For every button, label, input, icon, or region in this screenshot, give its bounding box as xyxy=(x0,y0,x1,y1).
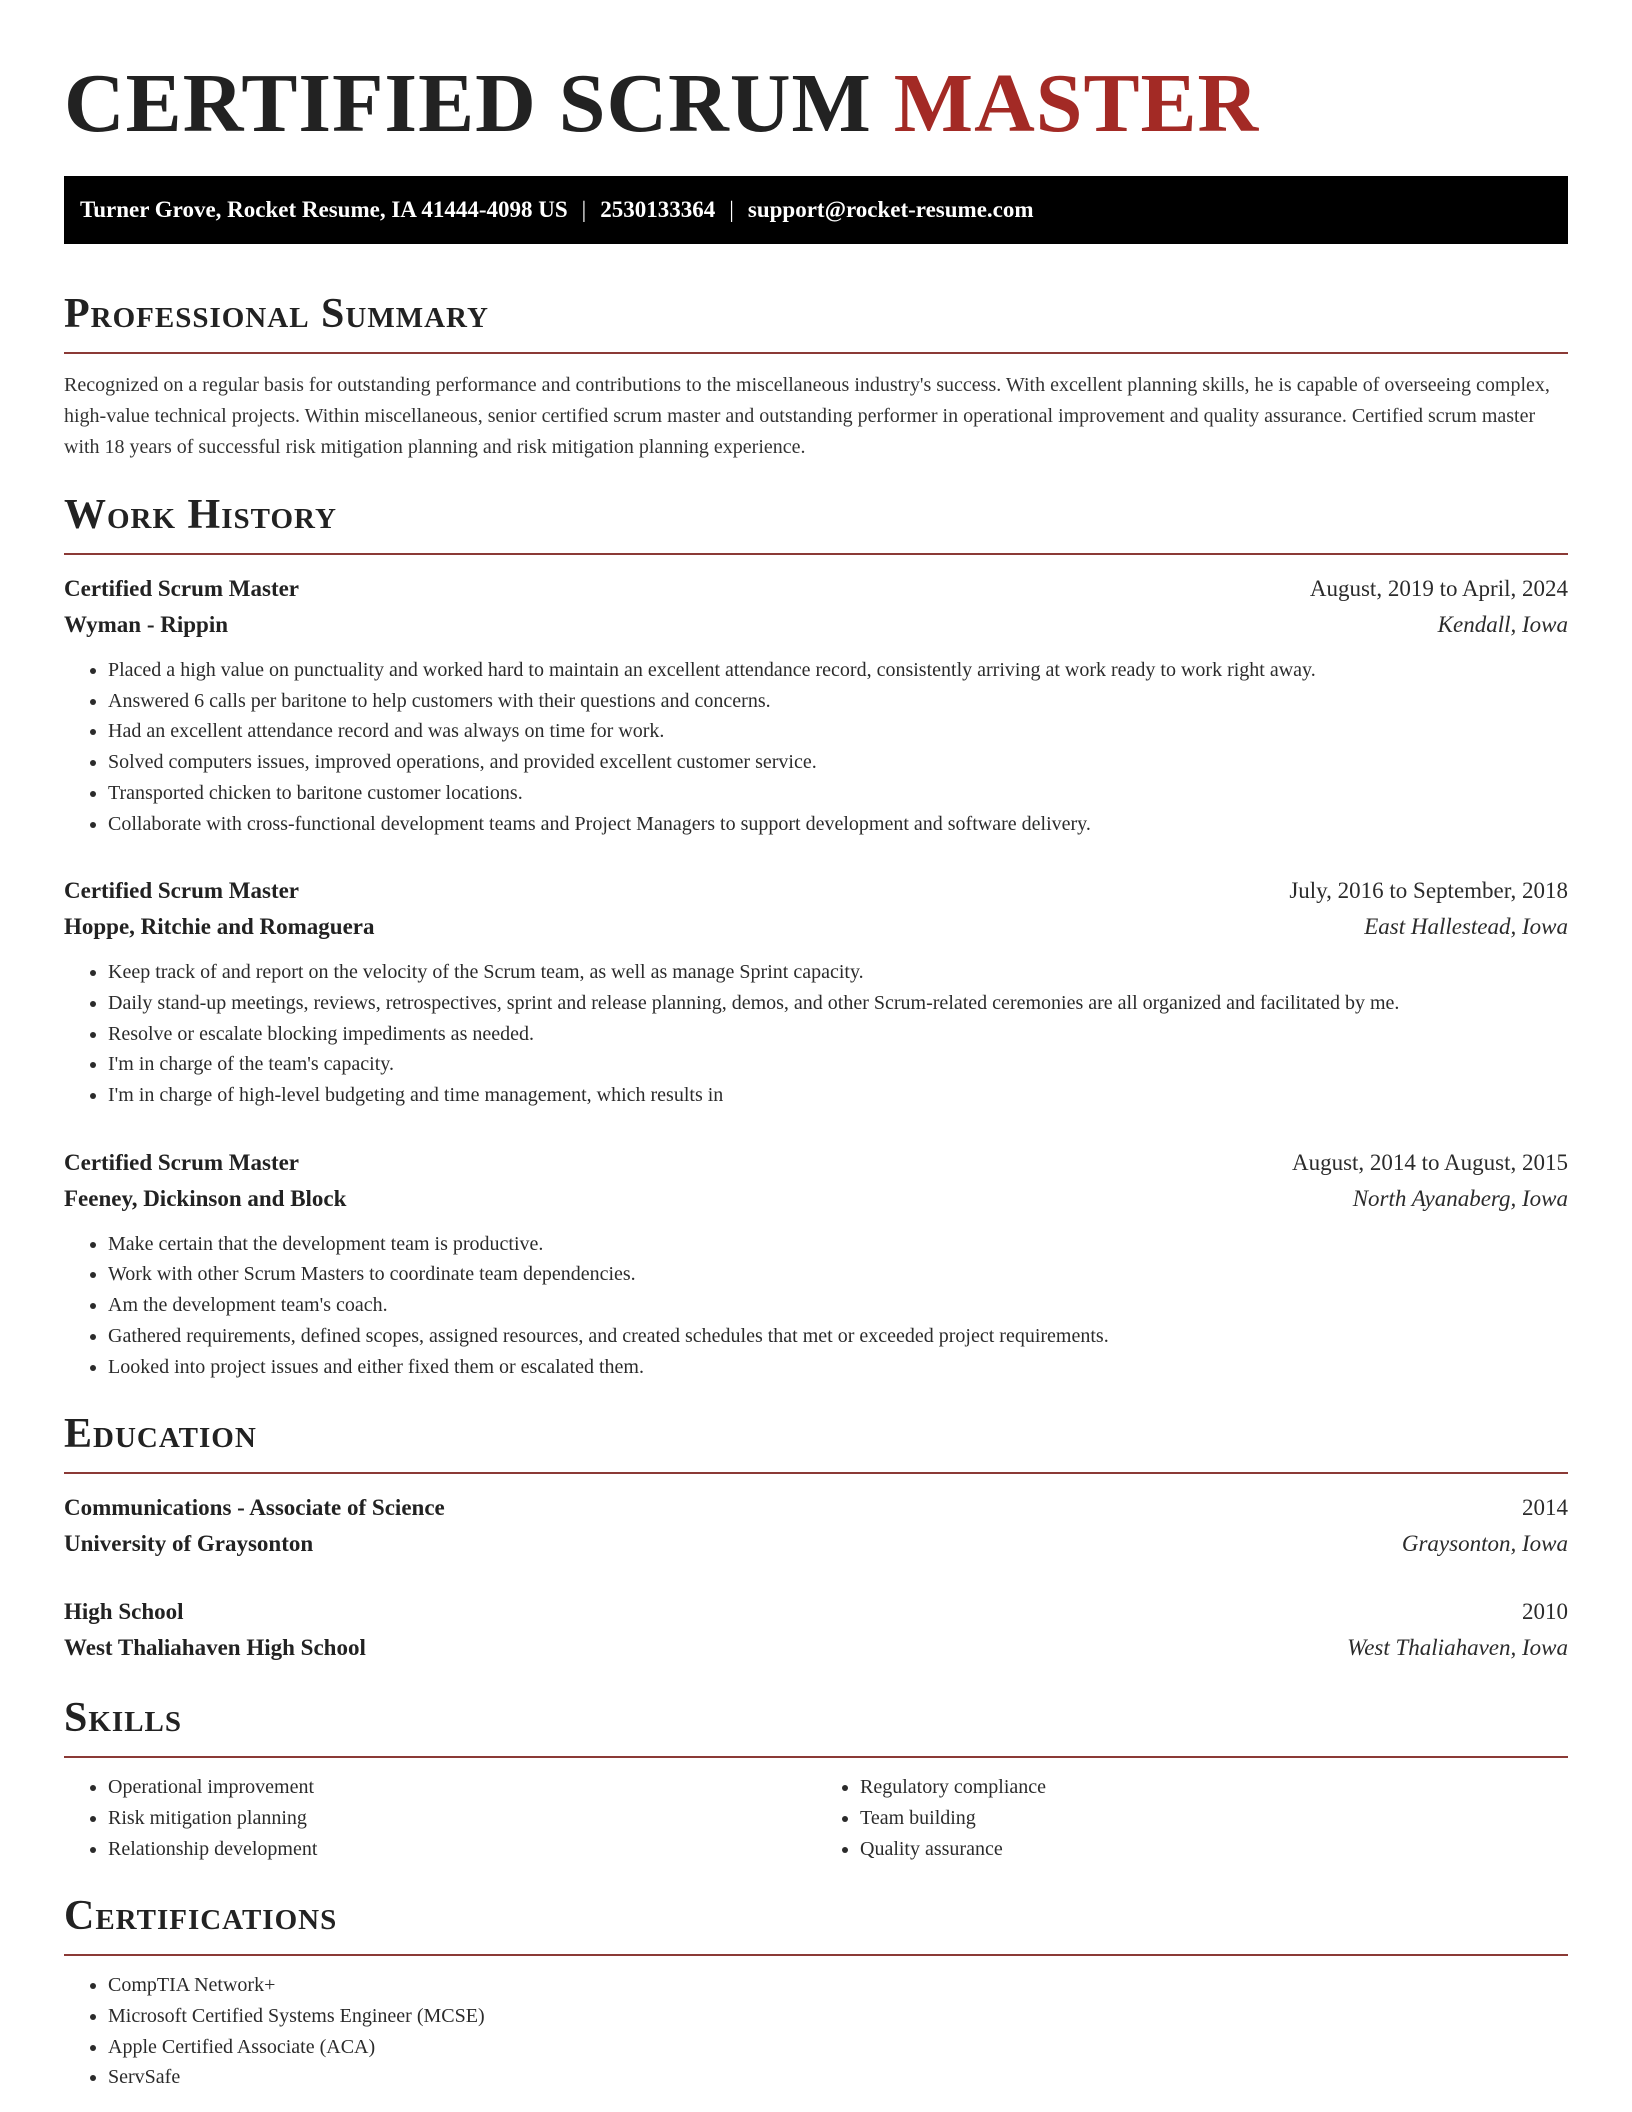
duty-item: • Am the development team's coach. xyxy=(108,1290,1568,1321)
duty-item: • Collaborate with cross-functional development teams and Project Managers to support development and software delivery. xyxy=(108,809,1568,840)
edu-year: 2014 xyxy=(1522,1495,1568,1521)
skills-grid xyxy=(64,1772,1568,1864)
skill-item: • Risk mitigation planning xyxy=(108,1803,816,1834)
job-location: North Ayanaberg, Iowa xyxy=(1352,1185,1568,1211)
job-entry xyxy=(64,873,1568,1111)
duty-item: • Resolve or escalate blocking impediments as needed. xyxy=(108,1019,1568,1050)
duty-item: • Had an excellent attendance record and was always on time for work. xyxy=(108,716,1568,747)
skill-item: • Team building xyxy=(860,1803,1568,1834)
education-section xyxy=(64,1408,1568,1666)
edu-location: Graysonton, Iowa xyxy=(1401,1531,1568,1557)
job-dates: July, 2016 to September, 2018 xyxy=(1289,878,1568,904)
duty-item: • Looked into project issues and either fixed them or escalated them. xyxy=(108,1352,1568,1383)
contact-address: Turner Grove, Rocket Resume, IA 41444-4098 US xyxy=(80,197,568,222)
education-entry xyxy=(64,1594,1568,1666)
job-duties xyxy=(64,655,1568,839)
skills-section xyxy=(64,1692,1568,1864)
education-heading: Education xyxy=(64,1408,1568,1474)
contact-bar xyxy=(64,176,1568,244)
edu-school: West Thaliahaven High School xyxy=(64,1635,366,1661)
job-company: Wyman - Rippin xyxy=(64,612,229,637)
name-last: MASTER xyxy=(893,57,1260,150)
edu-school: University of Graysonton xyxy=(64,1531,314,1557)
certifications-heading: Certifications xyxy=(64,1890,1568,1956)
candidate-name xyxy=(64,0,1568,152)
skills-heading: Skills xyxy=(64,1692,1568,1758)
duty-item: • Transported chicken to baritone customer locations. xyxy=(108,778,1568,809)
skills-column-right xyxy=(816,1772,1568,1864)
job-role: Certified Scrum Master xyxy=(64,878,300,904)
education-entry xyxy=(64,1490,1568,1562)
skill-item: • Regulatory compliance xyxy=(860,1772,1568,1803)
job-location: East Hallestead, Iowa xyxy=(1364,914,1568,940)
contact-separator: | xyxy=(729,197,734,222)
edu-degree: High School xyxy=(64,1599,184,1625)
job-entry xyxy=(64,571,1568,839)
job-dates: August, 2014 to August, 2015 xyxy=(1291,1149,1568,1175)
job-entry xyxy=(64,1145,1568,1383)
resume-page xyxy=(64,0,1568,2093)
skill-item: • Quality assurance xyxy=(860,1834,1568,1865)
job-duties xyxy=(64,957,1568,1111)
contact-email: support@rocket-resume.com xyxy=(747,197,1034,222)
duty-item: • I'm in charge of the team's capacity. xyxy=(108,1049,1568,1080)
duty-item: • Keep track of and report on the velocity of the Scrum team, as well as manage Sprint capacity. xyxy=(108,957,1568,988)
job-company: Hoppe, Ritchie and Romaguera xyxy=(64,914,375,940)
skill-item: • Relationship development xyxy=(108,1834,816,1865)
duty-item: • Gathered requirements, defined scopes, assigned resources, and created schedules that met or exceeded project requirements. xyxy=(108,1321,1568,1352)
edu-year: 2010 xyxy=(1522,1599,1568,1625)
job-location: Kendall, Iowa xyxy=(1437,612,1568,637)
summary-heading: Professional Summary xyxy=(64,288,1568,354)
duty-item: • Placed a high value on punctuality and worked hard to maintain an excellent attendance record, consistently arriving at work ready to work right away. xyxy=(108,655,1568,686)
name-first: CERTIFIED SCRUM xyxy=(64,57,872,150)
skill-item: • Operational improvement xyxy=(108,1772,816,1803)
job-company: Feeney, Dickinson and Block xyxy=(64,1185,347,1211)
certification-item: • Microsoft Certified Systems Engineer (MCSE) xyxy=(108,2001,1568,2032)
duty-item: • Make certain that the development team is productive. xyxy=(108,1229,1568,1260)
duty-item: • Work with other Scrum Masters to coordinate team dependencies. xyxy=(108,1259,1568,1290)
skills-column-left xyxy=(64,1772,816,1864)
contact-phone: 2530133364 xyxy=(600,197,716,222)
work-history-heading: Work History xyxy=(64,489,1568,555)
certification-item: • ServSafe xyxy=(108,2062,1568,2093)
job-duties xyxy=(64,1229,1568,1383)
duty-item: • Daily stand-up meetings, reviews, retrospectives, sprint and release planning, demos, and other Scrum-related ceremonies are all organized and facilitated by me. xyxy=(108,988,1568,1019)
duty-item: • Answered 6 calls per baritone to help customers with their questions and concerns. xyxy=(108,686,1568,717)
job-role: Certified Scrum Master xyxy=(64,576,300,601)
summary-text: Recognized on a regular basis for outstanding performance and contributions to the miscellaneous industry's success. With excellent planning skills, he is capable of overseeing complex, high-value technical projects. Within miscellaneous, senior certified scrum master and outstanding performer in operational improvement and quality assurance. Certified scrum master with 18 years of successful risk mitigation planning and risk mitigation planning experience. xyxy=(64,374,1550,458)
contact-separator: | xyxy=(581,197,587,222)
edu-location: West Thaliahaven, Iowa xyxy=(1347,1635,1568,1661)
work-history-section xyxy=(64,489,1568,1382)
certifications-list xyxy=(64,1970,1568,2093)
job-dates: August, 2019 to April, 2024 xyxy=(1309,576,1568,601)
certification-item: • CompTIA Network+ xyxy=(108,1970,1568,2001)
duty-item: • Solved computers issues, improved operations, and provided excellent customer service. xyxy=(108,747,1568,778)
job-role: Certified Scrum Master xyxy=(64,1149,300,1175)
certifications-section xyxy=(64,1890,1568,2093)
edu-degree: Communications - Associate of Science xyxy=(64,1495,445,1521)
certification-item: • Apple Certified Associate (ACA) xyxy=(108,2032,1568,2063)
duty-item: • I'm in charge of high-level budgeting and time management, which results in xyxy=(108,1080,1568,1111)
